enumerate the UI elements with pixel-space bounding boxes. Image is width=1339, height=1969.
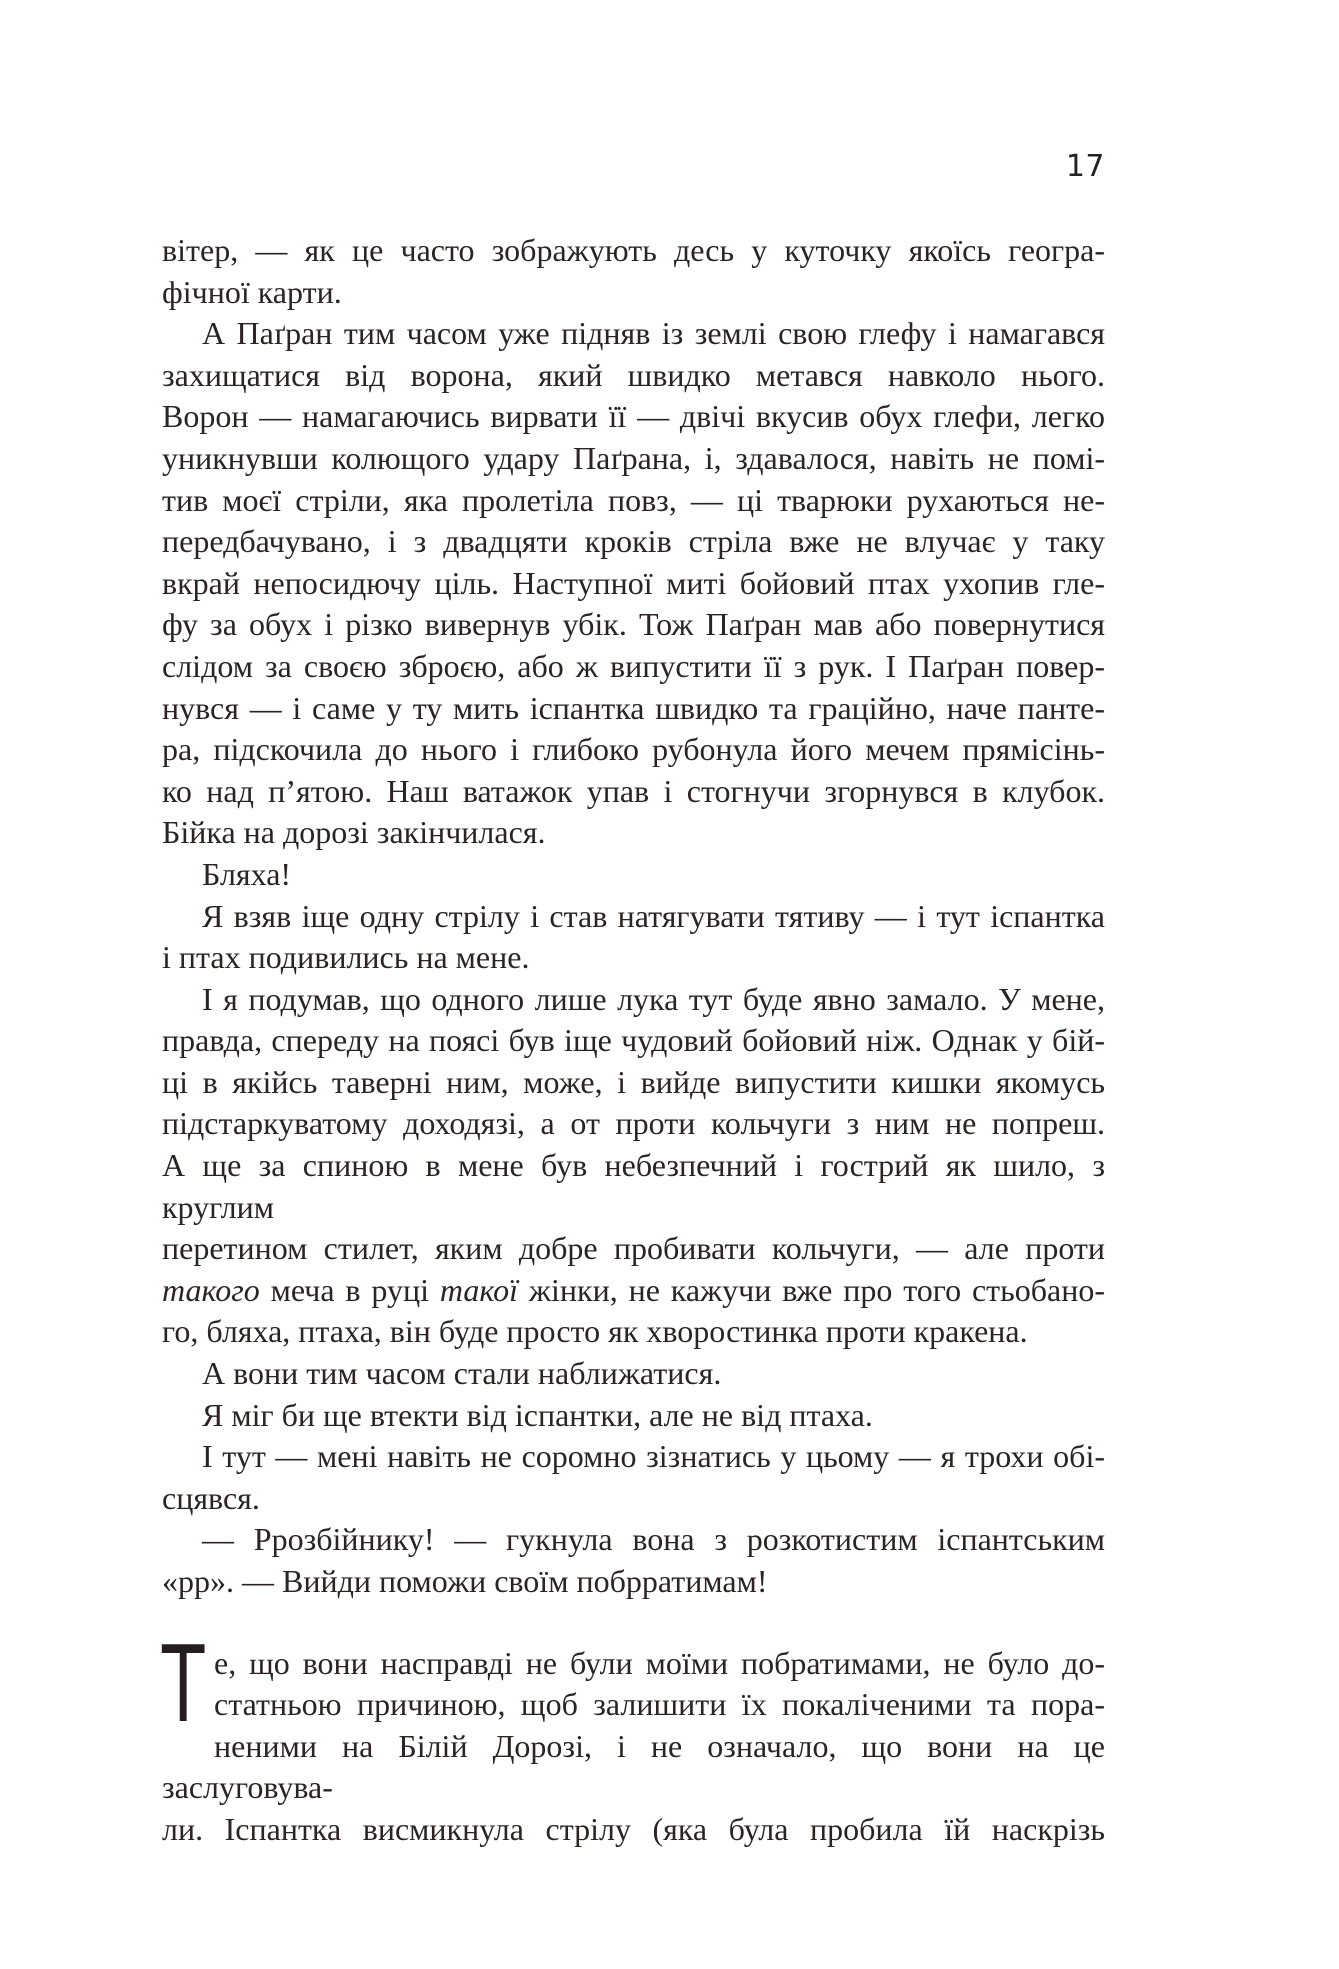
paragraph: [162, 1519, 1105, 1602]
text-line: Я міг би ще втекти від іспантки, але не від птаха.: [202, 1396, 873, 1433]
text-line: вітер, — як це часто зображують десь у куточку якоїсь геогра-: [162, 232, 1105, 268]
text-line: статньою причиною, щоб залишити їх покаліченими та пора-: [214, 1686, 1105, 1723]
text-line: перетином стилет, яким добре пробивати кольчуги, — але проти: [162, 1230, 1105, 1267]
text-line: І тут — мені навіть не соромно зізнатись у цьому — я трохи обі-: [202, 1438, 1105, 1475]
paragraph: [162, 1436, 1105, 1519]
text-line: «рр». — Вийди поможи своїм побрратимам!: [162, 1563, 768, 1599]
text-line: такого меча в руці такої жінки, не кажучи вже про того стьобано-: [162, 1271, 1106, 1308]
paragraph: [162, 979, 1105, 1353]
paragraph: [162, 854, 1105, 896]
paragraph: [162, 313, 1105, 854]
text-line: захищатися від ворона, який швидко метався навколо нього.: [162, 356, 1105, 393]
text-line: передбачувано, і з двадцяти кроків стріла вже не влучає у таку: [162, 523, 1105, 560]
text-line: А вони тим часом стали наближатися.: [202, 1355, 722, 1392]
text-line: фічної карти.: [162, 273, 342, 310]
text-block: [162, 230, 1105, 1851]
text-line: і птах подивились на мене.: [162, 939, 530, 976]
text-line: неними на Білій Дорозі, і не означало, що вони на це заслуговува-: [162, 1727, 1105, 1806]
text-line: Я взяв іще одну стрілу і став натягувати тятиву — і тут іспантка: [202, 897, 1105, 934]
paragraph: [162, 230, 1105, 313]
text-line: е, що вони насправді не були моїми побратимами, не було до-: [214, 1644, 1105, 1681]
text-line: Ворон — намагаючись вирвати її — двічі вкусив обух глефи, легко: [162, 398, 1105, 435]
text-line: го, бляха, птаха, він буде просто як хворостинка проти кракена.: [162, 1313, 1028, 1350]
text-line: слідом за своєю зброєю, або ж випустити її з рук. І Паґран повер-: [162, 647, 1105, 684]
text-line: фу за обух і різко вивернув убік. Тож Паґран мав або повернутися: [162, 606, 1105, 643]
paragraph: [162, 1623, 1105, 1851]
text-line: сцявся.: [162, 1479, 260, 1516]
text-line: нувся — і саме у ту мить іспантка швидко та граційно, наче панте-: [162, 689, 1105, 726]
paragraph: [162, 896, 1105, 979]
paragraph: [162, 1353, 1105, 1395]
drop-cap-glyph: Т: [162, 1623, 205, 1746]
text-line: ці в якійсь таверні ним, може, і вийде випустити кишки якомусь: [162, 1063, 1105, 1100]
text-line: підстаркуватому доходязі, а от проти кольчуги з ним не попреш.: [162, 1105, 1105, 1142]
drop-cap-letter: [162, 1623, 212, 1746]
text-line: А ще за спиною в мене був небезпечний і гострий як шило, з круглим: [162, 1147, 1105, 1225]
text-line: тив моєї стріли, яка пролетіла повз, — ці тварюки рухаються не-: [162, 481, 1105, 518]
text-line: Бляха!: [202, 855, 292, 892]
text-line: ко над п’ятою. Наш ватажок упав і стогнучи згорнувся в клубок.: [162, 772, 1105, 809]
text-line: ли. Іспантка висмикнула стрілу (яка була пробила їй наскрізь: [162, 1810, 1105, 1847]
text-line: І я подумав, що одного лише лука тут буде явно замало. У мене,: [202, 980, 1105, 1017]
page-number: 17: [1065, 149, 1105, 184]
text-line: А Паґран тим часом уже підняв із землі свою глефу і намагався: [202, 315, 1105, 352]
text-line: уникнувши колющого удару Паґрана, і, здавалося, навіть не помі-: [162, 439, 1105, 476]
text-line: Бійка на дорозі закінчилася.: [162, 814, 546, 851]
text-line: ра, підскочила до нього і глибоко рубонула його мечем прямісінь-: [162, 731, 1105, 768]
text-line: — Ррозбійнику! — гукнула вона з розкотистим іспантським: [202, 1521, 1105, 1558]
paragraph: [162, 1395, 1105, 1437]
text-line: вкрай непосидючу ціль. Наступної миті бойовий птах ухопив гле-: [162, 564, 1105, 601]
text-line: правда, спереду на поясі був іще чудовий бойовий ніж. Однак у бій-: [162, 1022, 1105, 1059]
